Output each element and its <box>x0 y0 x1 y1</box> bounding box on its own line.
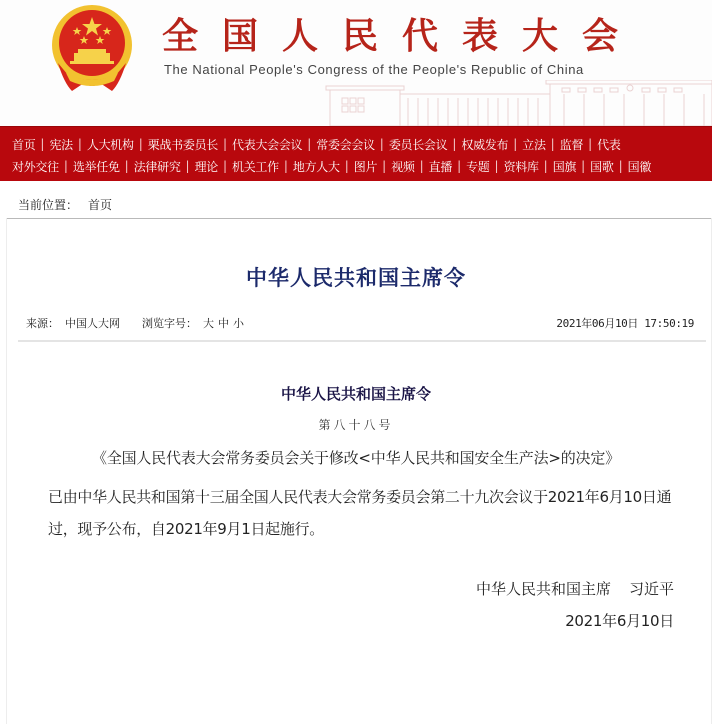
nav-item-congress-sessions[interactable]: 代表大会会议 <box>232 137 303 152</box>
site-title-cn: 全国人民代表大会 <box>162 15 643 57</box>
nav-separator: | <box>138 137 143 151</box>
nav-separator: | <box>457 159 462 173</box>
font-size-label: 浏览字号： <box>142 317 197 330</box>
nav-item-home[interactable]: 首页 <box>12 137 36 152</box>
nav-separator: | <box>307 137 312 151</box>
nav-item-legislation[interactable]: 立法 <box>522 137 546 152</box>
nav-item-standing-committee-sessions[interactable]: 常委会会议 <box>316 137 375 152</box>
nav-item-legal-research[interactable]: 法律研究 <box>133 159 181 174</box>
signature-date: 2021年6月10日 <box>565 612 674 630</box>
nav-separator: | <box>283 159 288 173</box>
nav-item-live[interactable]: 直播 <box>428 159 453 174</box>
nav-item-national-flag[interactable]: 国旗 <box>552 159 577 174</box>
signature <box>476 578 674 599</box>
nav-separator: | <box>379 137 384 151</box>
font-size-medium-button[interactable]: 中 <box>218 317 229 330</box>
nav-row-2 <box>12 155 712 177</box>
main-nav <box>0 126 712 181</box>
nav-item-elections-appointments[interactable]: 选举任免 <box>72 159 120 174</box>
article-meta <box>26 315 694 331</box>
law-name: 《全国人民代表大会常务委员会关于修改<中华人民共和国安全生产法>的决定》 <box>92 449 620 467</box>
decree-number: 第八十八号 <box>318 418 394 432</box>
nav-row-1 <box>12 133 712 155</box>
breadcrumb-home-link[interactable]: 首页 <box>88 198 113 212</box>
nav-separator: | <box>588 137 593 151</box>
nav-separator: | <box>222 159 228 173</box>
nav-separator: | <box>419 159 424 173</box>
content-border <box>6 218 7 724</box>
nav-item-national-emblem[interactable]: 国徽 <box>627 159 652 174</box>
divider <box>6 218 712 219</box>
signature-title: 中华人民共和国主席 <box>475 580 611 598</box>
nav-separator: | <box>494 159 499 173</box>
nav-separator: | <box>63 159 68 173</box>
nav-separator: | <box>185 159 190 173</box>
signature-name: 习近平 <box>628 580 674 598</box>
nav-item-organ-work[interactable]: 机关工作 <box>232 159 279 174</box>
nav-item-npc-organs[interactable]: 人大机构 <box>86 137 134 152</box>
source-label: 来源： <box>26 317 59 330</box>
nav-separator: | <box>222 137 228 151</box>
divider <box>18 340 706 342</box>
nav-separator: | <box>382 159 387 173</box>
publish-datetime: 2021年06月10日 17:50:19 <box>556 317 694 330</box>
nav-separator: | <box>543 159 548 173</box>
nav-item-theory[interactable]: 理论 <box>194 159 218 174</box>
nav-item-supervision[interactable]: 监督 <box>559 137 584 152</box>
nav-separator: | <box>344 159 349 173</box>
breadcrumb <box>18 196 112 213</box>
nav-separator: | <box>452 137 457 151</box>
site-header <box>0 0 712 126</box>
nav-item-foreign-affairs[interactable]: 对外交往 <box>12 159 59 174</box>
breadcrumb-label: 当前位置： <box>18 198 79 212</box>
site-title-en: The National People's Congress of the People's Republic of China <box>164 62 584 77</box>
nav-separator: | <box>513 137 518 151</box>
nav-separator: | <box>581 159 586 173</box>
nav-separator: | <box>77 137 82 151</box>
nav-separator: | <box>40 137 45 151</box>
nav-item-special-topics[interactable]: 专题 <box>466 159 490 174</box>
nav-separator: | <box>618 159 623 173</box>
nav-item-pictures[interactable]: 图片 <box>353 159 378 174</box>
decree-heading: 中华人民共和国主席令 <box>280 385 431 403</box>
nav-item-official-releases[interactable]: 权威发布 <box>461 137 509 152</box>
nav-item-local-congresses[interactable]: 地方人大 <box>292 159 340 174</box>
source-value: 中国人大网 <box>65 317 120 330</box>
national-emblem-icon <box>44 3 140 95</box>
decree-paragraph: 已由中华人民共和国第十三届全国人民代表大会常务委员会第二十九次会议于2021年6月10日通过，现予公布，自2021年9月1日起施行。 <box>48 488 672 538</box>
article-title: 中华人民共和国主席令 <box>246 265 466 290</box>
font-size-small-button[interactable]: 小 <box>233 317 244 330</box>
nav-separator: | <box>124 159 129 173</box>
nav-separator: | <box>550 137 555 151</box>
nav-item-chairman[interactable]: 栗战书委员长 <box>147 137 218 152</box>
nav-item-database[interactable]: 资料库 <box>503 159 539 174</box>
nav-item-videos[interactable]: 视频 <box>391 159 415 174</box>
nav-item-constitution[interactable]: 宪法 <box>49 137 73 152</box>
nav-item-chairmen-council[interactable]: 委员长会议 <box>388 137 448 152</box>
great-hall-illustration <box>318 80 712 126</box>
font-size-large-button[interactable]: 大 <box>203 317 214 330</box>
nav-item-national-anthem[interactable]: 国歌 <box>590 159 614 174</box>
nav-item-deputies[interactable]: 代表 <box>597 137 621 152</box>
